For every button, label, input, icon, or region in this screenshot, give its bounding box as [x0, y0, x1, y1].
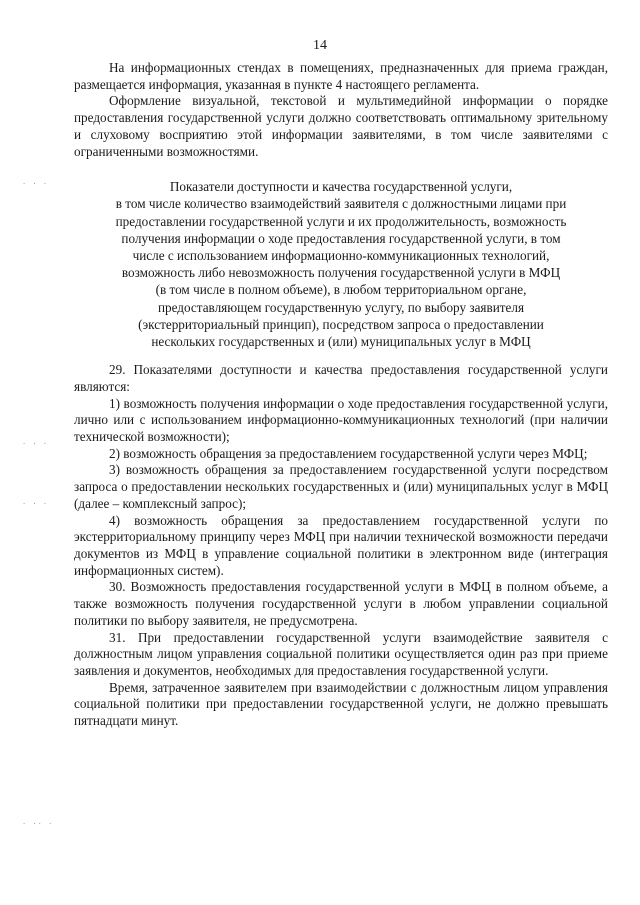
scan-margin-mark: · ·· ·	[22, 820, 54, 828]
list-item-2: 2) возможность обращения за предоставлением государственной услуги через МФЦ;	[109, 445, 588, 461]
heading-line: (в том числе в полном объеме), в любом территориальном органе,	[155, 282, 527, 298]
heading-line: получения информации о ходе предоставления государственной услуги, в том	[121, 230, 561, 246]
heading-line: нескольких государственных и (или) муниципальных услуг в МФЦ	[151, 334, 531, 350]
scan-margin-mark: · · ·	[22, 500, 49, 508]
scan-margin-mark: · · ·	[22, 440, 49, 448]
paragraph-stands-info: На информационных стендах в помещениях, предназначенных для приема граждан, размещается информация, указанная в пункте 4 настоящего регламента.	[74, 60, 608, 92]
scan-margin-mark: · · ·	[22, 180, 49, 188]
section-heading	[74, 178, 608, 350]
paragraph-31: 31. При предоставлении государственной услуги взаимодействие заявителя с должностным лицом управления социальной политики осуществляется один раз при приеме заявления и документов, необходимых для предоставления государственной услуги.	[74, 629, 608, 678]
heading-line: предоставляющем государственную услугу, по выбору заявителя	[157, 299, 525, 315]
list-item-3: 3) возможность обращения за предоставлением государственной услуги посредством запроса о предоставлении нескольких государственных и (или) муниципальных услуг в МФЦ (далее – комплексный запрос);	[74, 462, 608, 511]
page-number: 14	[313, 38, 327, 53]
heading-line: Показатели доступности и качества государственной услуги,	[169, 179, 513, 195]
heading-line: предоставлении государственной услуги и их продолжительность, возможность	[115, 213, 567, 229]
paragraph-time-limit: Время, затраченное заявителем при взаимодействии с должностным лицом управления социальной политики при предоставлении государственной услуги, не должно превышать пятнадцати минут.	[74, 679, 608, 729]
heading-line: возможность либо невозможность получения государственной услуги в МФЦ	[121, 265, 561, 281]
heading-line: (экстерриториальный принцип), посредством запроса о предоставлении	[138, 316, 544, 332]
heading-line: в том числе количество взаимодействий заявителя с должностными лицами при	[115, 196, 567, 212]
list-item-1: 1) возможность получения информации о ходе предоставления государственной услуги, лично или с использованием информационно-коммуникационных технологий (при наличии технической возможности);	[74, 395, 608, 445]
document-body	[74, 60, 608, 730]
paragraph-30: 30. Возможность предоставления государственной услуги в МФЦ в полном объеме, а также возможность получения государственной услуги в любом управлении социальной политики по выбору заявителя, не предусмотрена.	[74, 579, 608, 628]
paragraph-design-info: Оформление визуальной, текстовой и мультимедийной информации о порядке предоставления государственной услуги должно соответствовать оптимальному зрительному и слуховому восприятию этой информации заявителями, в том числе заявителями с ограниченными возможностями.	[74, 93, 608, 159]
list-item-4: 4) возможность обращения за предоставлением государственной услуги по экстерриториальному принципу через МФЦ при наличии технической возможности передачи документов из МФЦ в управление социальной политики в электронном виде (интеграция информационных систем).	[74, 512, 608, 578]
paragraph-29: 29. Показателями доступности и качества предоставления государственной услуги являются:	[74, 362, 608, 394]
heading-line: числе с использованием информационно-коммуникационных технологий,	[132, 248, 550, 264]
